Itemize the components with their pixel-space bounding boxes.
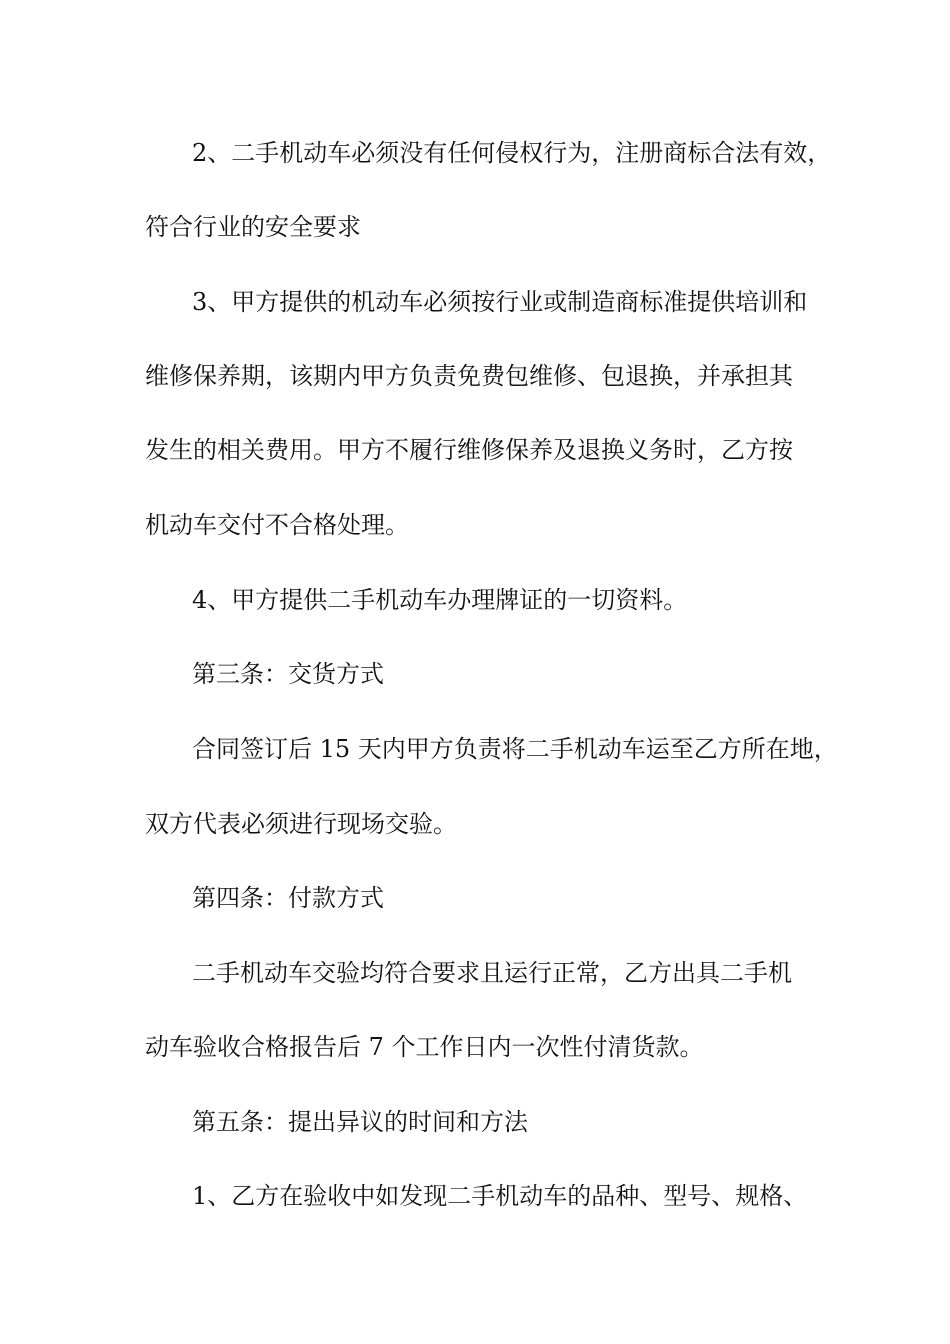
paragraph-line: 合同签订后 15 天内甲方负责将二手机动车运至乙方所在地，	[192, 735, 838, 763]
paragraph-line: 维修保养期，该期内甲方负责免费包维修、包退换，并承担其	[145, 362, 793, 390]
paragraph-line: 动车验收合格报告后 7 个工作日内一次性付清货款。	[145, 1033, 704, 1061]
paragraph-line: 发生的相关费用。甲方不履行维修保养及退换义务时，乙方按	[145, 436, 793, 464]
paragraph-line: 1、乙方在验收中如发现二手机动车的品种、型号、规格、	[192, 1182, 808, 1210]
paragraph-line: 4、甲方提供二手机动车办理牌证的一切资料。	[192, 586, 688, 614]
section-heading: 第三条：交货方式	[192, 660, 384, 688]
paragraph-line: 双方代表必须进行现场交验。	[145, 810, 457, 838]
paragraph-line: 符合行业的安全要求	[145, 213, 361, 241]
paragraph-line: 3、甲方提供的机动车必须按行业或制造商标准提供培训和	[192, 288, 808, 316]
section-heading: 第四条：付款方式	[192, 884, 384, 912]
paragraph-line: 2、二手机动车必须没有任何侵权行为，注册商标合法有效，	[192, 139, 832, 167]
paragraph-line: 机动车交付不合格处理。	[145, 511, 409, 539]
section-heading: 第五条：提出异议的时间和方法	[192, 1108, 528, 1136]
paragraph-line: 二手机动车交验均符合要求且运行正常，乙方出具二手机	[192, 959, 792, 987]
